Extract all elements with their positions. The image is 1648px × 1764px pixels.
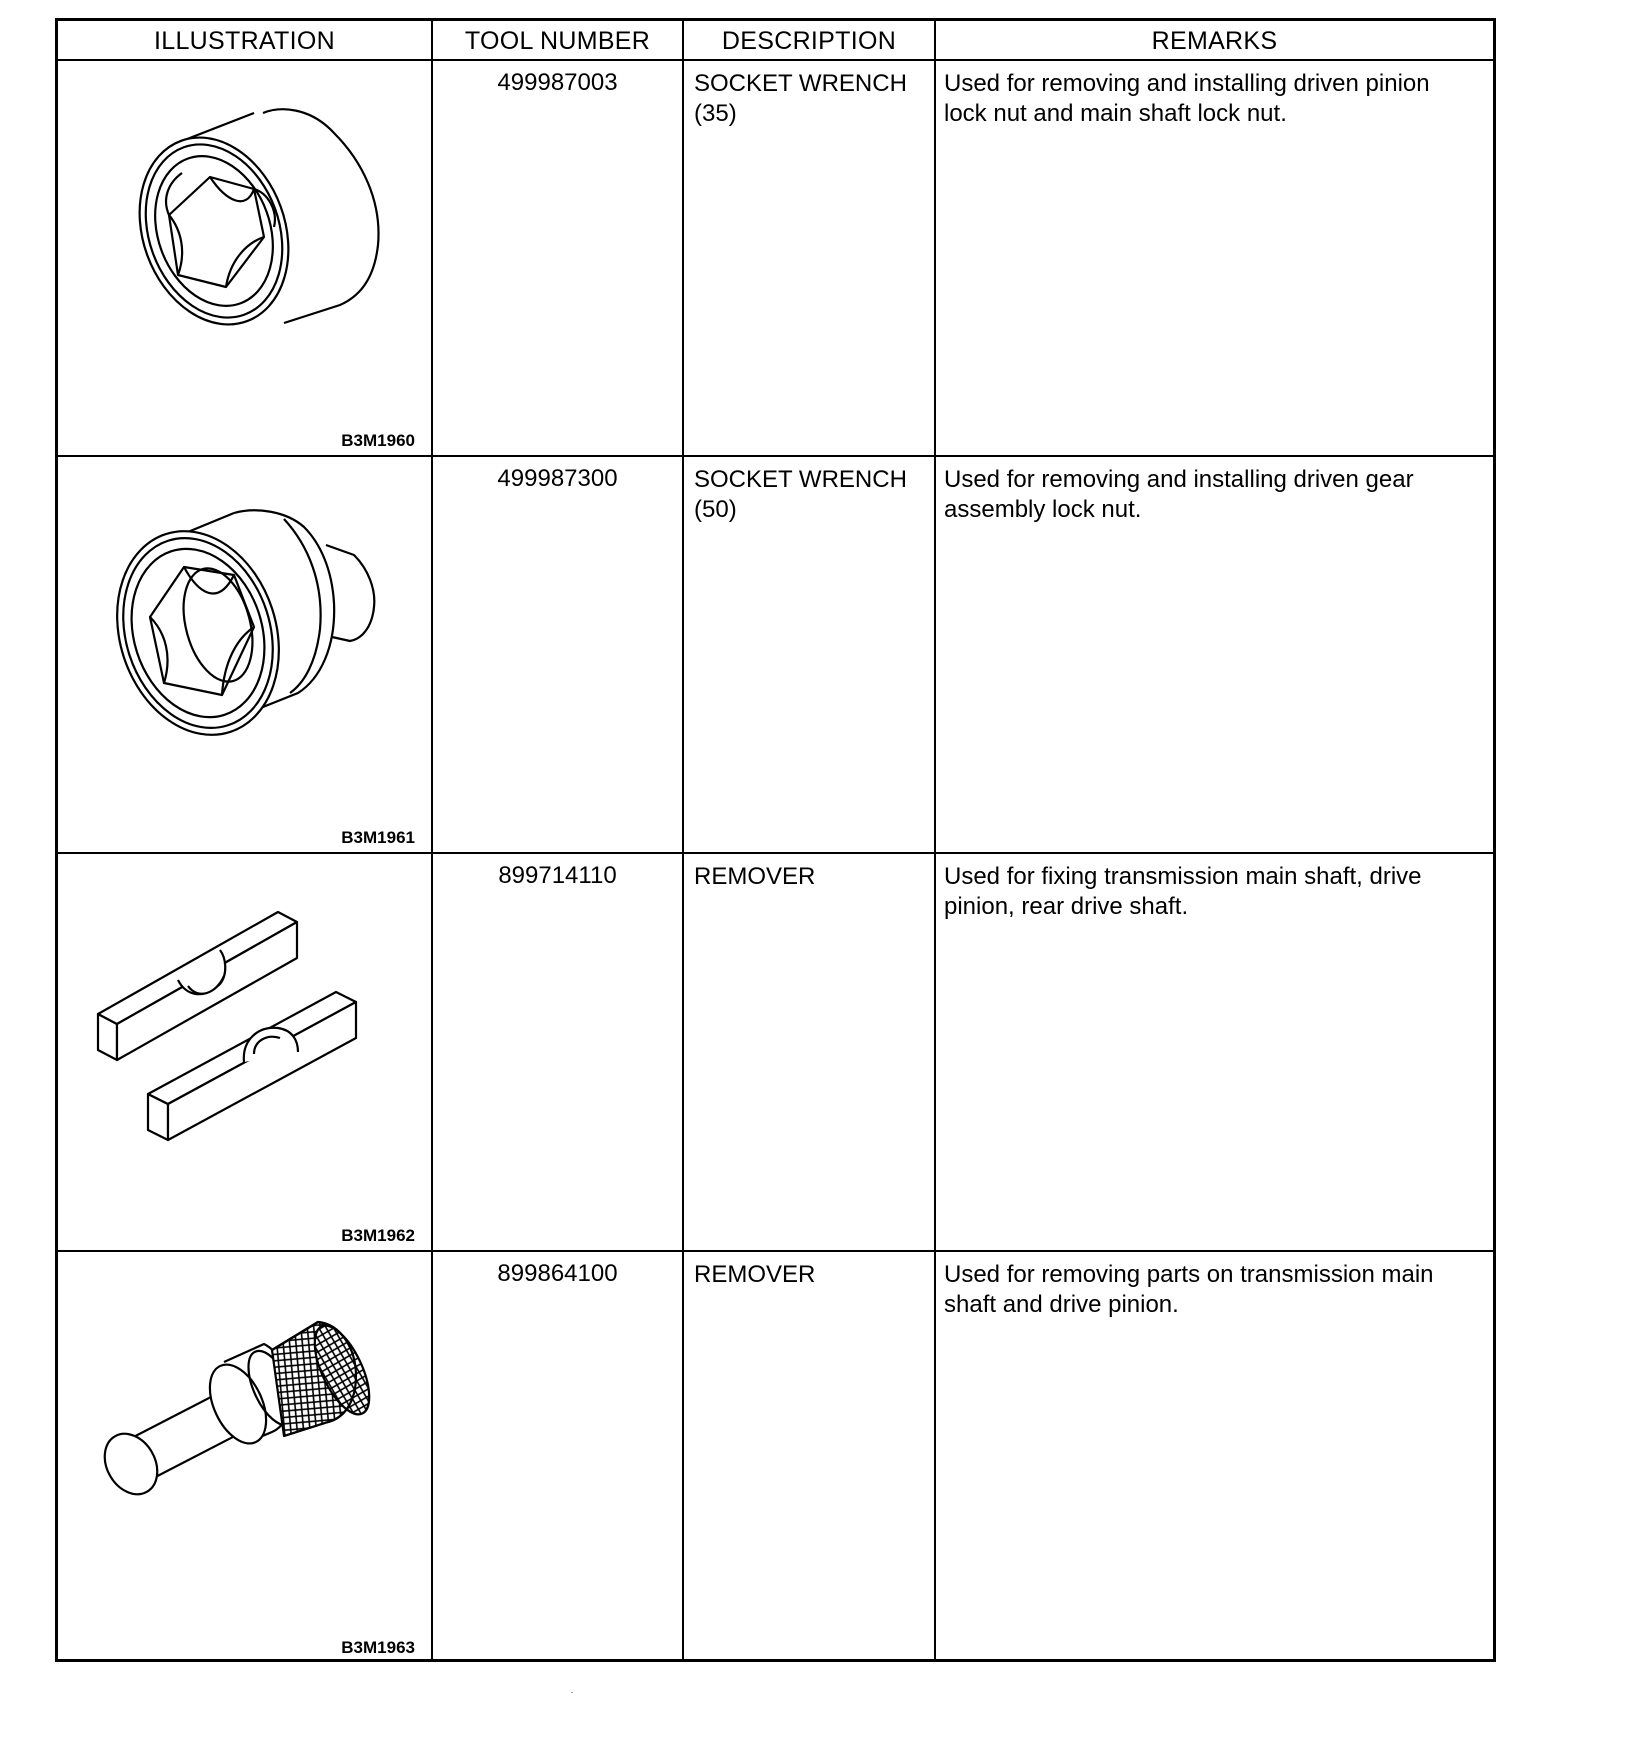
description-line: (50) [694,496,737,523]
header-remarks: REMARKS [1151,27,1278,55]
remarks-cell [936,457,1493,852]
description-line: REMOVER [694,863,816,890]
description-cell [684,61,934,455]
illustration-cell [58,61,431,455]
header-tool-number: TOOL NUMBER [464,27,651,55]
description-line: REMOVER [694,1261,816,1288]
description-text [694,1260,928,1290]
table-row [58,457,1493,854]
description-line: (35) [694,100,737,127]
figure-code: B3M1960 [341,431,415,450]
remarks-line: assembly lock nut. [944,496,1142,523]
remarks-line: Used for removing and installing driven gear [944,466,1414,493]
remarks-text [944,862,1475,922]
remover-blocks-icon [58,854,431,1244]
description-line: SOCKET WRENCH [694,466,907,493]
remarks-text [944,465,1475,525]
tool-number-cell [433,457,682,852]
tool-number-cell [433,854,682,1250]
remarks-line: Used for fixing transmission main shaft, drive [944,863,1422,890]
table-row [58,61,1493,457]
tool-number: 899714110 [498,862,617,889]
illustration-cell [58,457,431,852]
special-tools-table [55,18,1496,1662]
socket-wrench-50-icon [58,457,431,847]
remarks-text [944,1260,1475,1320]
socket-wrench-35-icon [58,61,431,451]
table-row [58,854,1493,1252]
remarks-text [944,69,1475,129]
description-cell [684,1252,934,1662]
remarks-line: Used for removing and installing driven pinion [944,70,1430,97]
description-cell [684,854,934,1250]
description-text [694,862,928,892]
description-text [694,69,928,129]
remover-knurled-pin-icon [58,1252,431,1642]
remarks-cell [936,1252,1493,1662]
header-description: DESCRIPTION [721,27,897,55]
header-illustration: ILLUSTRATION [154,27,335,55]
remarks-line: lock nut and main shaft lock nut. [944,100,1287,127]
remarks-line: pinion, rear drive shaft. [944,893,1189,920]
illustration-cell [58,1252,431,1662]
tool-number: 499987003 [497,69,618,96]
figure-code: B3M1961 [341,828,415,847]
description-text [694,465,928,525]
remarks-cell [936,854,1493,1250]
table-row [58,1252,1493,1662]
remarks-cell [936,61,1493,455]
table-header-row [58,21,1493,61]
tool-number: 899864100 [497,1260,618,1287]
scan-speck [571,1692,573,1693]
description-line: SOCKET WRENCH [694,70,907,97]
tool-number-cell [433,61,682,455]
tool-number-cell [433,1252,682,1662]
figure-code: B3M1963 [341,1638,415,1657]
tool-number: 499987300 [497,465,618,492]
illustration-cell [58,854,431,1250]
remarks-line: shaft and drive pinion. [944,1291,1179,1318]
figure-code: B3M1962 [341,1226,415,1245]
remarks-line: Used for removing parts on transmission main [944,1261,1434,1288]
description-cell [684,457,934,852]
